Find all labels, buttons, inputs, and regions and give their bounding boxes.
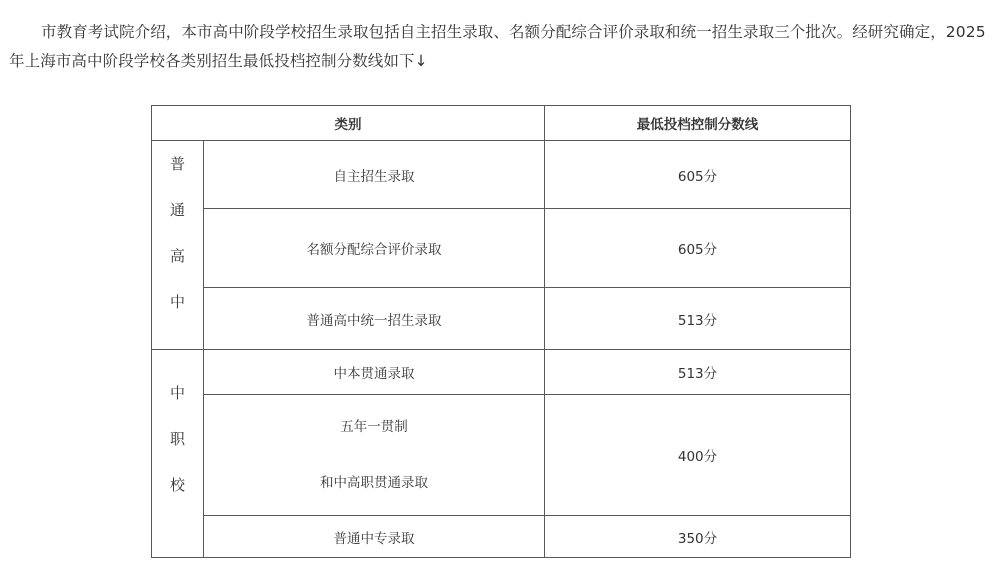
group-label-char: 校 <box>169 476 185 494</box>
header-min-score: 最低投档控制分数线 <box>545 106 851 141</box>
admission-type: 名额分配综合评价录取 <box>204 209 545 288</box>
min-score: 513分 <box>545 288 851 350</box>
group-label-char: 通 <box>169 201 185 219</box>
group-label-vocational-school <box>152 350 204 558</box>
group-label-char: 高 <box>169 247 185 265</box>
table-row <box>152 395 851 516</box>
table-row <box>152 350 851 395</box>
group-label-general-high-school <box>152 141 204 350</box>
table-header-row <box>152 106 851 141</box>
admission-score-table <box>151 105 851 558</box>
admission-type-multiline <box>204 395 545 516</box>
table-row <box>152 209 851 288</box>
group-label-char: 普 <box>169 155 185 173</box>
header-category: 类别 <box>152 106 545 141</box>
admission-type: 普通高中统一招生录取 <box>204 288 545 350</box>
admission-type: 普通中专录取 <box>204 516 545 558</box>
admission-type-line: 和中高职贯通录取 <box>320 475 428 491</box>
admission-type: 自主招生录取 <box>204 141 545 209</box>
group-label-char: 中 <box>169 293 185 311</box>
min-score: 350分 <box>545 516 851 558</box>
table-row <box>152 288 851 350</box>
admission-type: 中本贯通录取 <box>204 350 545 395</box>
min-score: 400分 <box>545 395 851 516</box>
group-label-char: 职 <box>169 430 185 448</box>
table-row <box>152 141 851 209</box>
table-row <box>152 516 851 558</box>
min-score: 605分 <box>545 141 851 209</box>
admission-type-line: 五年一贯制 <box>340 419 408 435</box>
group-label-char: 中 <box>169 384 185 402</box>
min-score: 605分 <box>545 209 851 288</box>
min-score: 513分 <box>545 350 851 395</box>
intro-paragraph: 市教育考试院介绍，本市高中阶段学校招生录取包括自主招生录取、名额分配综合评价录取和统一招生录取三个批次。经研究确定，2025年上海市高中阶段学校各类别招生最低投档控制分数线如下↓ <box>9 23 986 70</box>
